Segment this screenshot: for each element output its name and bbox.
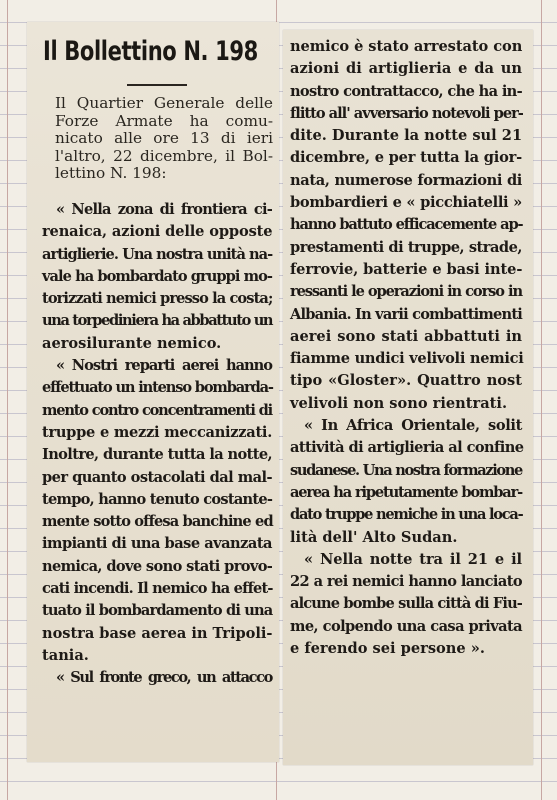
text-line: renaica, azioni delle opposte [42, 223, 273, 241]
text-line: « Sul fronte greco, un attacco [56, 669, 272, 687]
text-line: ferrovie, batterie e basi inte- [290, 260, 523, 278]
text-line: tania. [42, 646, 89, 664]
text-line: « Nella zona di frontiera ci- [56, 201, 272, 218]
text-line: torizzati nemici presso la costa; [42, 290, 273, 308]
text-line: mente sotto offesa banchine ed [42, 513, 273, 531]
headline-rule [127, 84, 187, 86]
text-line: per quanto ostacolati dal mal- [42, 468, 272, 486]
text-line: flitto all' avversario notevoli per- [290, 104, 523, 122]
text-line: aerosilurante nemico. [42, 334, 222, 352]
text-line: fiamme undici velivoli nemici [290, 350, 524, 368]
newspaper-clipping-left [27, 22, 279, 762]
text-line: effettuato un intenso bombarda- [42, 379, 273, 397]
intro-paragraph [55, 95, 273, 183]
text-line: prestamenti di truppe, strade, [290, 238, 522, 256]
text-line: alcune bombe sulla città di Fiu- [290, 595, 522, 613]
text-line: truppe e mezzi meccanizzati. [42, 423, 272, 441]
text-line: sudanese. Una nostra formazione [290, 461, 522, 479]
text-line: attività di artiglieria al confine [290, 439, 524, 457]
bulletin-column-right [290, 36, 522, 660]
text-line: bombardieri e « picchiatelli » [290, 194, 522, 212]
text-line: tipo «Gloster». Quattro nost [290, 372, 522, 390]
text-line: impianti di una base avanzata [42, 535, 272, 553]
text-line: 22 a rei nemici hanno lanciato [290, 573, 522, 591]
intro-line: nicato alle ore 13 di ieri [55, 129, 273, 147]
text-line: e ferendo sei persone ». [290, 640, 485, 658]
text-line: artiglierie. Una nostra unità na- [42, 245, 273, 263]
intro-line: l'altro, 22 dicembre, il Bol- [55, 146, 273, 165]
ledger-margin-line [7, 0, 8, 800]
headline: Il Bollettino N. 198 [43, 36, 258, 67]
text-line: cati incendi. Il nemico ha effet- [42, 580, 273, 598]
text-line: nemico è stato arrestato con [290, 38, 523, 55]
text-line: una torpediniera ha abbattuto un [42, 312, 273, 330]
ledger-column-line [541, 0, 542, 800]
intro-line: Il Quartier Generale delle [55, 94, 273, 112]
text-line: Albania. In varii combattimenti [290, 305, 522, 323]
bulletin-column-left [42, 199, 272, 690]
intro-line: lettino N. 198: [55, 164, 167, 182]
text-line: aerei sono stati abbattuti in [290, 327, 522, 345]
newspaper-clipping-right [283, 30, 533, 765]
text-line: dicembre, e per tutta la gior- [290, 149, 523, 167]
intro-line: Forze Armate ha comu- [55, 111, 273, 130]
text-line: nostro contrattacco, che ha in- [290, 82, 522, 100]
text-line: « In Africa Orientale, solit [304, 417, 522, 435]
text-line: hanno battuto efficacemente ap- [290, 216, 523, 234]
text-line: velivoli non sono rientrati. [290, 394, 508, 412]
text-line: me, colpendo una casa privata [290, 617, 522, 635]
text-line: tuato il bombardamento di una [42, 602, 273, 620]
text-line: lità dell' Alto Sudan. [290, 528, 458, 546]
text-line: dite. Durante la notte sul 21 [290, 127, 523, 145]
text-line: nemica, dove sono stati provo- [42, 557, 273, 575]
text-line: vale ha bombardato gruppi mo- [42, 267, 272, 285]
text-line: ressanti le operazioni in corso in [290, 283, 522, 301]
text-line: mento contro concentramenti di [42, 401, 272, 419]
text-line: dato truppe nemiche in una loca- [290, 506, 523, 524]
text-line: Inoltre, durante tutta la notte, [42, 446, 272, 464]
text-line: « Nella notte tra il 21 e il [304, 550, 522, 568]
text-line: aerea ha ripetutamente bombar- [290, 483, 522, 501]
text-line: nostra base aerea in Tripoli- [42, 624, 273, 642]
text-line: « Nostri reparti aerei hanno [56, 357, 272, 375]
text-line: tempo, hanno tenuto costante- [42, 490, 273, 508]
text-line: nata, numerose formazioni di [290, 171, 522, 189]
text-line: azioni di artiglieria e da un [290, 60, 522, 78]
